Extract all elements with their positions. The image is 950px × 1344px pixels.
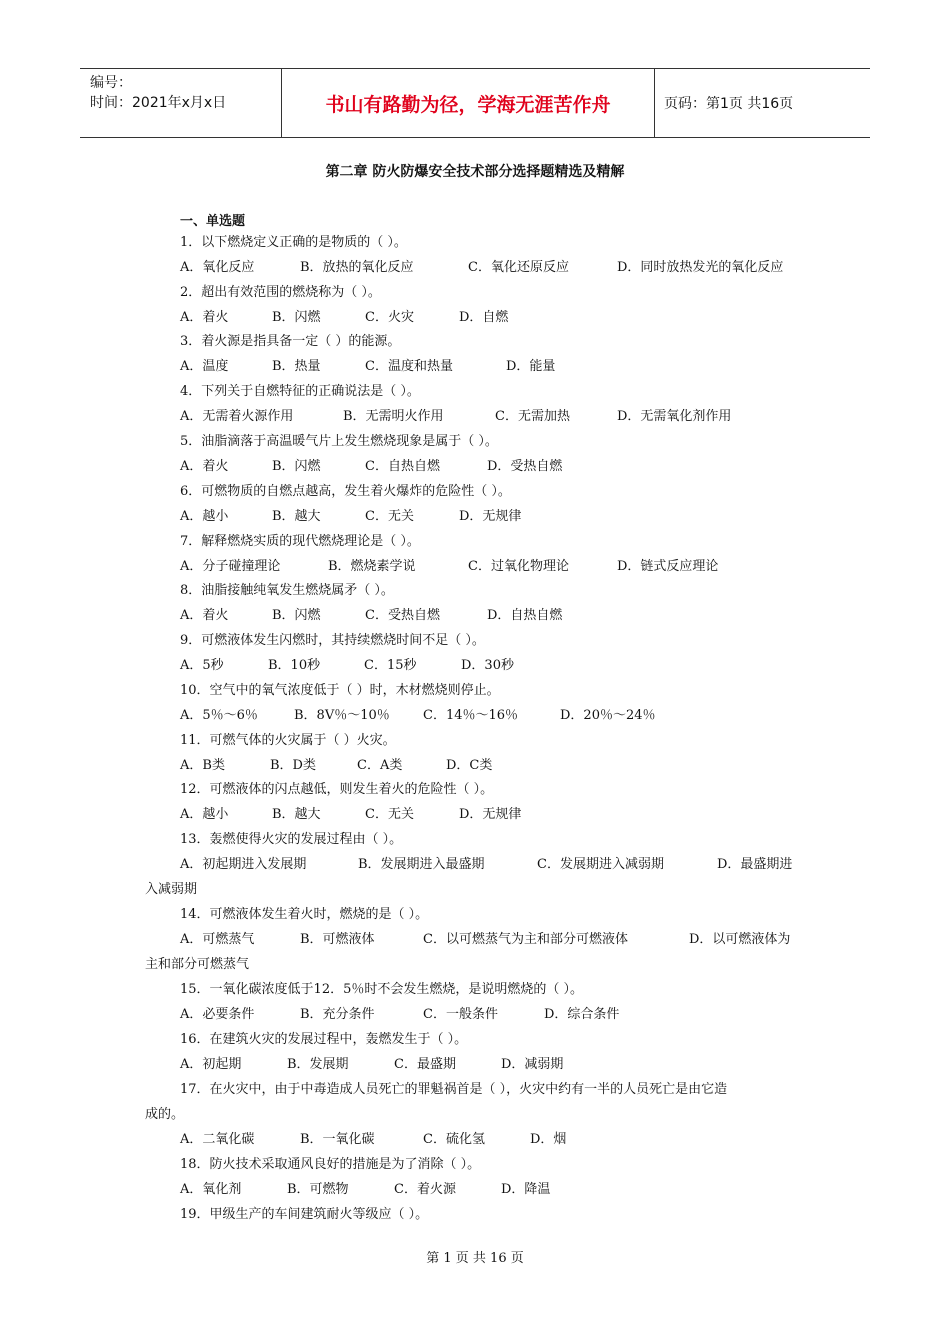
option-d: D．30秒 <box>461 658 514 673</box>
option-a: A．着火 <box>180 459 229 474</box>
option-c: C．温度和热量 <box>365 359 453 374</box>
option-a: A．着火 <box>180 310 229 325</box>
header-motto: 书山有路勤为径，学海无涯苦作舟 <box>325 93 611 116</box>
option-d: D．最盛期进 <box>717 857 793 872</box>
option-d: D．自热自燃 <box>487 608 563 623</box>
option-c: C．无需加热 <box>495 409 570 424</box>
option-c: C．14％～16％ <box>423 708 519 723</box>
option-c: C．火灾 <box>365 310 414 325</box>
header-divider <box>654 69 655 137</box>
option-c: C．硫化氢 <box>423 1132 485 1147</box>
option-b: B．可燃液体 <box>300 932 375 947</box>
option-c: C．一般条件 <box>423 1007 498 1022</box>
option-d: D．同时放热发光的氧化反应 <box>617 260 784 275</box>
option-d: D．受热自燃 <box>487 459 563 474</box>
option-a: A．二氧化碳 <box>180 1132 255 1147</box>
option-c: C．最盛期 <box>394 1057 456 1072</box>
option-c: C．A类 <box>357 758 403 773</box>
option-c: C．着火源 <box>394 1182 456 1197</box>
page-footer: 第 1 页 共 16 页 <box>426 1251 524 1266</box>
option-b: B．一氧化碳 <box>300 1132 375 1147</box>
question-18: 18．防火技术采取通风良好的措施是为了消除（ ）。 <box>180 1157 481 1172</box>
option-b: B．8V％～10％ <box>294 708 390 723</box>
option-d: D．降温 <box>501 1182 551 1197</box>
option-c: C．自热自燃 <box>365 459 440 474</box>
time-label: 时间：2021年x月x日 <box>90 95 227 111</box>
question-19: 19．甲级生产的车间建筑耐火等级应（ ）。 <box>180 1207 429 1222</box>
question-8: 8．油脂接触纯氧发生燃烧属矛（ ）。 <box>180 583 394 598</box>
question-9: 9．可燃液体发生闪燃时，其持续燃烧时间不足（ ）。 <box>180 633 485 648</box>
question-14: 14．可燃液体发生着火时，燃烧的是（ ）。 <box>180 907 429 922</box>
question-5: 5．油脂滴落于高温暖气片上发生燃烧现象是属于（ ）。 <box>180 434 498 449</box>
question-7: 7．解释燃烧实质的现代燃烧理论是（ ）。 <box>180 534 420 549</box>
option-d: D．无规律 <box>459 807 522 822</box>
question-15: 15．一氧化碳浓度低于12．5％时不会发生燃烧，是说明燃烧的（ ）。 <box>180 982 583 997</box>
option-c: C．15秒 <box>364 658 417 673</box>
option-b: B．闪燃 <box>272 608 321 623</box>
option-a: A．越小 <box>180 509 229 524</box>
question-4: 4．下列关于自燃特征的正确说法是（ ）。 <box>180 384 420 399</box>
option-d: D．烟 <box>530 1132 567 1147</box>
option-a: A．5％～6％ <box>180 708 258 723</box>
option-d: D．自燃 <box>459 310 509 325</box>
option-d: D．无需氧化剂作用 <box>617 409 732 424</box>
option-a: A．氧化剂 <box>180 1182 242 1197</box>
option-wrap-14: 主和部分可燃蒸气 <box>145 957 250 972</box>
option-b: B．充分条件 <box>300 1007 375 1022</box>
header-meta <box>90 73 226 113</box>
section-heading: 一、单选题 <box>180 214 246 229</box>
document-header <box>80 68 870 138</box>
option-c: C．发展期进入减弱期 <box>537 857 664 872</box>
option-a: A．温度 <box>180 359 229 374</box>
option-c: C．受热自燃 <box>365 608 440 623</box>
question-17: 17．在火灾中，由于中毒造成人员死亡的罪魁祸首是（ ），火灾中约有一半的人员死亡是由它造 <box>180 1082 728 1097</box>
question-1: 1．以下燃烧定义正确的是物质的（ ）。 <box>180 235 407 250</box>
option-b: B．燃烧素学说 <box>328 559 416 574</box>
option-d: D．20％～24％ <box>560 708 656 723</box>
option-d: D．能量 <box>506 359 556 374</box>
option-d: D．无规律 <box>459 509 522 524</box>
option-d: D．减弱期 <box>501 1057 564 1072</box>
option-c: C．无关 <box>365 807 414 822</box>
option-b: B．无需明火作用 <box>343 409 444 424</box>
option-a: A．必要条件 <box>180 1007 255 1022</box>
option-b: B．越大 <box>272 509 321 524</box>
option-wrap-13: 入减弱期 <box>145 882 198 897</box>
option-a: A．初起期进入发展期 <box>180 857 307 872</box>
question-wrap-17: 成的。 <box>145 1107 185 1122</box>
option-b: B．发展期进入最盛期 <box>358 857 485 872</box>
question-10: 10．空气中的氧气浓度低于（ ）时，木材燃烧则停止。 <box>180 683 500 698</box>
option-a: A．B类 <box>180 758 225 773</box>
option-c: C．无关 <box>365 509 414 524</box>
option-a: A．越小 <box>180 807 229 822</box>
option-a: A．分子碰撞理论 <box>180 559 281 574</box>
option-d: D．C类 <box>446 758 493 773</box>
option-b: B．热量 <box>272 359 321 374</box>
number-label: 编号： <box>90 75 132 91</box>
option-b: B．可燃物 <box>287 1182 349 1197</box>
option-d: D．以可燃液体为 <box>689 932 791 947</box>
question-16: 16．在建筑火灾的发展过程中，轰燃发生于（ ）。 <box>180 1032 468 1047</box>
option-c: C．过氧化物理论 <box>468 559 569 574</box>
option-b: B．越大 <box>272 807 321 822</box>
question-6: 6．可燃物质的自燃点越高，发生着火爆炸的危险性（ ）。 <box>180 484 511 499</box>
option-b: B．闪燃 <box>272 459 321 474</box>
chapter-title: 第二章 防火防爆安全技术部分选择题精选及精解 <box>325 164 625 180</box>
question-3: 3．着火源是指具备一定（ ）的能源。 <box>180 334 401 349</box>
option-c: C．氧化还原反应 <box>468 260 569 275</box>
option-a: A．可燃蒸气 <box>180 932 255 947</box>
question-13: 13．轰燃使得火灾的发展过程由（ ）。 <box>180 832 403 847</box>
question-2: 2．超出有效范围的燃烧称为（ ）。 <box>180 285 381 300</box>
question-11: 11．可燃气体的火灾属于（ ）火灾。 <box>180 733 396 748</box>
option-a: A．无需着火源作用 <box>180 409 294 424</box>
option-b: B．10秒 <box>268 658 321 673</box>
option-c: C．以可燃蒸气为主和部分可燃液体 <box>423 932 628 947</box>
option-b: B．D类 <box>270 758 316 773</box>
option-b: B．闪燃 <box>272 310 321 325</box>
option-b: B．发展期 <box>287 1057 349 1072</box>
header-page-info: 页码：第1页 共16页 <box>664 96 794 112</box>
option-d: D．综合条件 <box>544 1007 620 1022</box>
option-a: A．初起期 <box>180 1057 242 1072</box>
question-12: 12．可燃液体的闪点越低，则发生着火的危险性（ ）。 <box>180 782 494 797</box>
option-b: B．放热的氧化反应 <box>300 260 414 275</box>
option-a: A．氧化反应 <box>180 260 255 275</box>
option-d: D．链式反应理论 <box>617 559 719 574</box>
option-a: A．着火 <box>180 608 229 623</box>
option-a: A．5秒 <box>180 658 224 673</box>
